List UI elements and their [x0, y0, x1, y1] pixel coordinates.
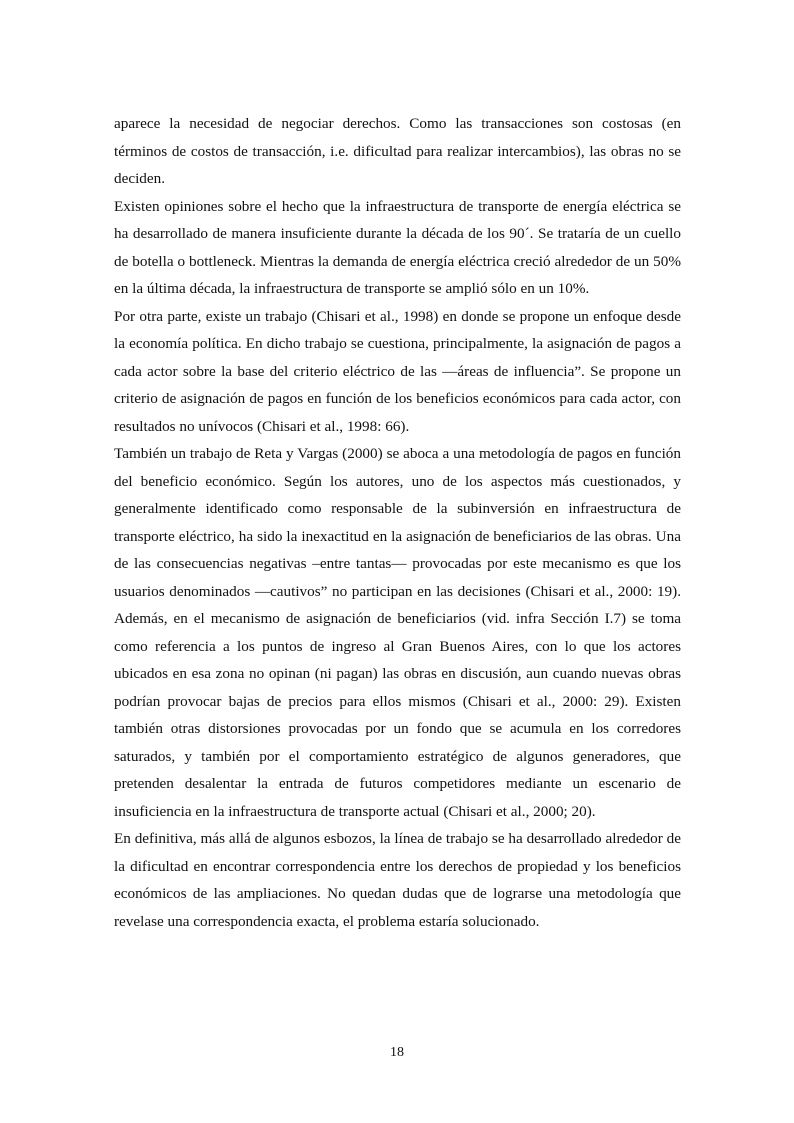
paragraph-2: Existen opiniones sobre el hecho que la infraestructura de transporte de energía eléctrica se ha desarrollado de manera insuficiente durante la década de los 90´. Se trataría de un cuello de botella o bottleneck. Mientras la demanda de energía eléctrica creció alrededor de un 50% en la última década, la infraestructura de transporte se amplió sólo en un 10%.: [114, 197, 681, 297]
paragraph-5: En definitiva, más allá de algunos esbozos, la línea de trabajo se ha desarrollado alrededor de la dificultad en encontrar correspondencia entre los derechos de propiedad y los beneficios económicos de las ampliaciones. No quedan dudas que de lograrse una metodología que revelase una correspondencia exacta, el problema estaría solucionado.: [114, 830, 681, 930]
paragraph-3: Por otra parte, existe un trabajo (Chisari et al., 1998) en donde se propone un enfoque desde la economía política. En dicho trabajo se cuestiona, principalmente, la asignación de pagos a cada actor sobre la base del criterio eléctrico de las ―áreas de influencia”. Se propone un criterio de asignación de pagos en función de los beneficios económicos para cada actor, con resultados no unívocos (Chisari et al., 1998: 66).: [114, 307, 681, 435]
page-number: 18: [390, 1045, 404, 1060]
document-body: [114, 110, 681, 935]
paragraph-1: aparece la necesidad de negociar derechos. Como las transacciones son costosas (en términos de costos de transacción, i.e. dificultad para realizar intercambios), las obras no se deciden.: [114, 115, 681, 187]
paragraph-4: También un trabajo de Reta y Vargas (2000) se aboca a una metodología de pagos en función del beneficio económico. Según los autores, uno de los aspectos más cuestionados, y generalmente identificado como responsable de la subinversión en infraestructura de transporte eléctrico, ha sido la inexactitud en la asignación de beneficiarios de las obras. Una de las consecuencias negativas –entre tantas— provocadas por este mecanismo es que los usuarios denominados ―cautivos” no participan en las decisiones (Chisari et al., 2000: 19). Además, en el mecanismo de asignación de beneficiarios (vid. infra Sección I.7) se toma como referencia a los puntos de ingreso al Gran Buenos Aires, con lo que los actores ubicados en esa zona no opinan (ni pagan) las obras en discusión, aun cuando nuevas obras podrían provocar bajas de precios para ellos mismos (Chisari et al., 2000: 29). Existen también otras distorsiones provocadas por un fondo que se acumula en los corredores saturados, y también por el comportamiento estratégico de algunos generadores, que pretenden desalentar la entrada de futuros competidores mediante un escenario de insuficiencia en la infraestructura de transporte actual (Chisari et al., 2000; 20).: [114, 445, 681, 820]
